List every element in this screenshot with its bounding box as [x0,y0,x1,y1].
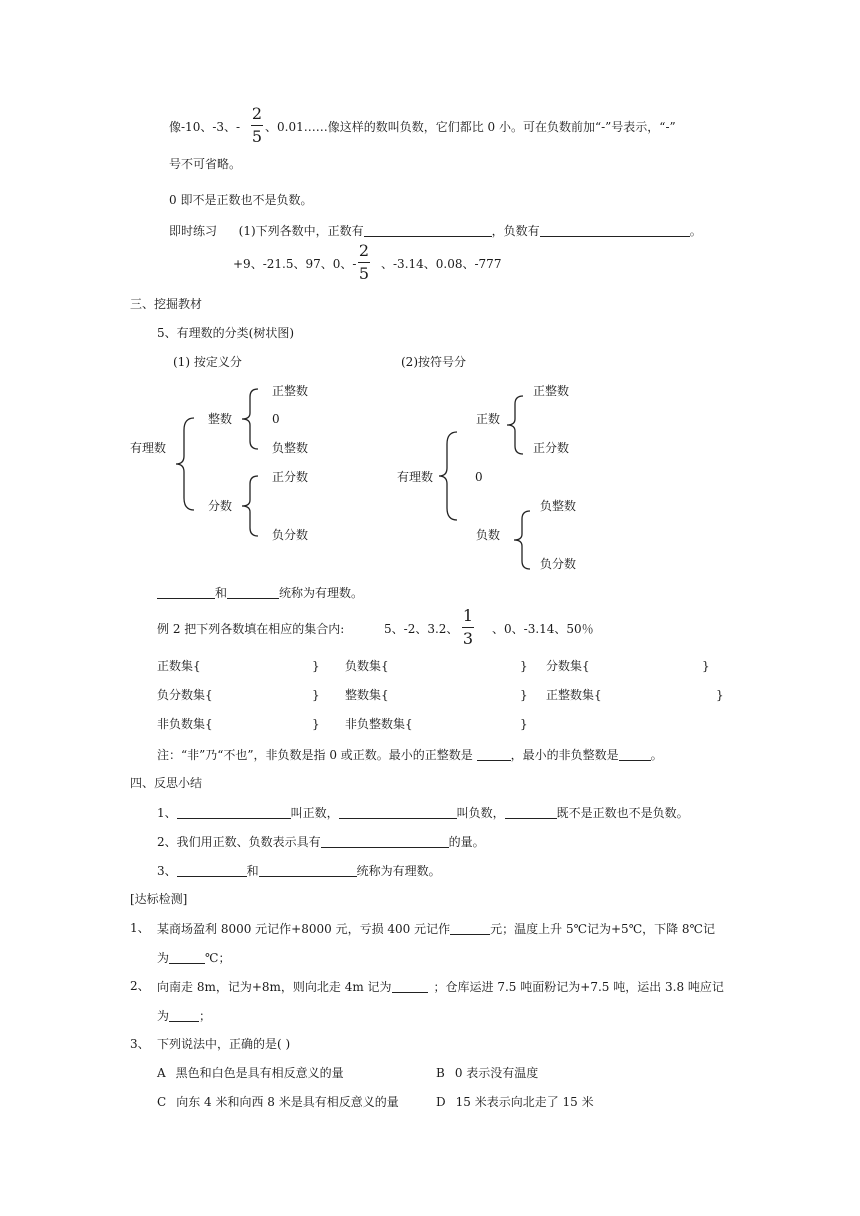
left-brace-icon [174,416,196,512]
tree-leaf-pos-int: 正整数 [533,384,570,398]
section-3-heading: 三、挖掘教材 [130,297,203,311]
and-text: 和 [215,586,228,600]
question-3-number: 3、 [130,1037,150,1051]
practice-end: 。 [689,224,702,238]
question-3-text: 下列说法中，正确的是( ) [157,1037,291,1051]
summary-3 [157,864,441,877]
left-brace-icon [240,474,260,538]
option-text: 0 表示没有温度 [454,1066,539,1080]
option-letter: C [157,1095,167,1109]
set-close-brace: } [702,659,710,673]
set-non-negative[interactable]: 非负数集{ [157,717,213,731]
option-text: 15 米表示向北走了 15 米 [455,1095,594,1109]
left-brace-icon [512,509,532,571]
fraction-denominator: 3 [462,629,474,648]
zero-note: 0 即不是正数也不是负数。 [169,193,313,207]
answer-blank[interactable] [177,806,291,819]
left-brace-icon [437,430,459,522]
answer-blank[interactable] [392,980,428,993]
note-line [157,748,663,761]
section-4-heading: 四、反思小结 [130,776,203,790]
tree-leaf-pos-frac: 正分数 [272,470,309,484]
tree-root: 有理数 [130,441,167,455]
summary-1-text-c: 叫负数， [456,806,505,820]
option-a[interactable] [157,1067,344,1079]
answer-blank[interactable] [177,864,247,877]
question-1-text-b: 元；温度上升 5℃记为+5℃，下降 8℃记 [490,922,715,936]
practice-text-a: (1)下列各数中，正数有 [238,224,364,238]
unified-text: 统称为有理数。 [279,586,364,600]
question-1-text-a: 某商场盈利 8000 元记作+8000 元，亏损 400 元记作 [157,922,451,936]
intro-line-1-b: 、0.01……像这样的数叫负数，它们都比 0 小。可在负数前加“-”号表示，“-” [265,120,676,134]
tree-leaf-neg-frac: 负分数 [272,528,309,542]
set-positive[interactable]: 正数集{ [157,659,201,673]
set-close-brace: } [312,717,320,731]
example-2-text: 例 2 把下列各数填在相应的集合内: [157,622,345,636]
summary-1-text-b: 叫正数， [290,806,339,820]
summary-2-text-b: 的量。 [448,835,485,849]
question-1-number: 1、 [130,921,150,935]
question-2-text-a: 向南走 8m，记为+8m，则向北走 4m 记为 [157,980,392,994]
fraction-numerator: 1 [462,606,474,625]
answer-blank[interactable] [169,951,205,964]
summary-3-text-b: 和 [246,864,259,878]
answer-blank[interactable] [619,748,651,761]
tree-node-negative: 负数 [476,528,501,542]
option-letter: B [436,1066,445,1080]
tree-leaf-pos-frac: 正分数 [533,441,570,455]
answer-blank[interactable] [339,806,457,819]
test-heading: [达标检测] [130,892,188,906]
fraction-2-5 [251,106,263,145]
option-d[interactable] [436,1096,594,1108]
fraction-1-3 [462,608,474,647]
intro-line-1 [169,121,240,133]
note-text-b: ，最小的非负整数是 [510,748,619,762]
answer-blank[interactable] [450,922,490,935]
practice-text-b: ，负数有 [491,224,540,238]
set-close-brace: } [312,659,320,673]
option-b[interactable] [436,1067,538,1079]
set-close-brace: } [312,688,320,702]
example-2-numbers-a: 5、-2、3.2、 [384,622,459,636]
option-text: 黑色和白色是具有相反意义的量 [175,1066,344,1080]
set-negative[interactable]: 负数集{ [345,659,389,673]
intro-line-2: 号不可省略。 [169,157,242,171]
note-end: 。 [650,748,663,762]
answer-blank[interactable] [505,806,557,819]
question-2-text-c: 为 [157,1009,170,1023]
intro-line-1-a: 像-10、-3、- [169,120,241,134]
set-positive-integer[interactable]: 正整数集{ [546,688,602,702]
left-brace-icon [505,394,525,456]
question-1-line-2 [157,951,230,964]
tree-root: 有理数 [397,470,434,484]
tree-2-title: (2)按符号分 [401,355,466,369]
set-close-brace: } [520,659,528,673]
summary-3-text-c: 统称为有理数。 [356,864,441,878]
set-fraction[interactable]: 分数集{ [546,659,590,673]
question-2-text-b: ；仓库运进 7.5 吨面粉记为+7.5 吨，运出 3.8 吨应记 [433,980,724,994]
practice-numbers-b: 、-3.14、0.08、-777 [381,257,502,271]
tree-leaf-neg-frac: 负分数 [540,557,577,571]
answer-blank[interactable] [364,224,492,237]
fraction-denominator: 5 [251,127,263,146]
question-1-text-d: ℃； [205,951,231,965]
tree-leaf-neg-int: 负整数 [540,499,577,513]
fraction-numerator: 2 [251,104,263,123]
note-text-a: 注：“非”乃“不也”，非负数是指 0 或正数。最小的正整数是 [157,748,473,762]
summary-2-text-a: 2、我们用正数、负数表示具有 [157,835,321,849]
tree-1-title: (1) 按定义分 [173,355,242,369]
tree-leaf-zero: 0 [272,412,280,426]
summary-1-text-d: 既不是正数也不是负数。 [556,806,689,820]
set-non-negative-integer[interactable]: 非负整数集{ [345,717,413,731]
answer-blank[interactable] [540,224,690,237]
option-letter: D [436,1095,446,1109]
question-2-number: 2、 [130,979,150,993]
question-2-line-1 [157,980,724,993]
tree-leaf-neg-int: 负整数 [272,441,309,455]
set-close-brace: } [520,717,528,731]
summary-1-number: 1、 [157,806,177,820]
set-close-brace: } [716,688,724,702]
question-2-text-d: ； [199,1009,212,1023]
practice-line [169,224,702,237]
fraction-2-5 [358,243,370,282]
answer-blank[interactable] [259,864,357,877]
answer-blank[interactable] [477,748,511,761]
tree-node-zero: 0 [475,470,483,484]
set-integer[interactable]: 整数集{ [345,688,389,702]
example-2-numbers-b: 、0、-3.14、50％ [492,622,594,636]
item-5-title: 5、有理数的分类(树状图) [157,326,294,340]
answer-blank[interactable] [227,586,279,599]
answer-blank[interactable] [321,835,449,848]
answer-blank[interactable] [169,1009,199,1022]
unified-line [157,586,363,599]
option-c[interactable] [157,1096,399,1108]
practice-label: 即时练习 [169,224,218,238]
practice-numbers-a: +9、-21.5、97、0、- [233,257,357,271]
tree-leaf-pos-int: 正整数 [272,384,309,398]
tree-node-positive: 正数 [476,412,501,426]
question-2-line-2 [157,1009,211,1022]
question-1-line-1 [157,922,715,935]
summary-1 [157,806,689,819]
option-text: 向东 4 米和向西 8 米是具有相反意义的量 [176,1095,399,1109]
answer-blank[interactable] [157,586,215,599]
set-close-brace: } [520,688,528,702]
tree-node-integer: 整数 [208,412,233,426]
left-brace-icon [240,387,260,451]
summary-2 [157,835,485,848]
set-negative-fraction[interactable]: 负分数集{ [157,688,213,702]
tree-node-fraction: 分数 [208,499,233,513]
summary-3-number: 3、 [157,864,177,878]
fraction-numerator: 2 [358,241,370,260]
fraction-denominator: 5 [358,264,370,283]
question-1-text-c: 为 [157,951,170,965]
option-letter: A [157,1066,166,1080]
